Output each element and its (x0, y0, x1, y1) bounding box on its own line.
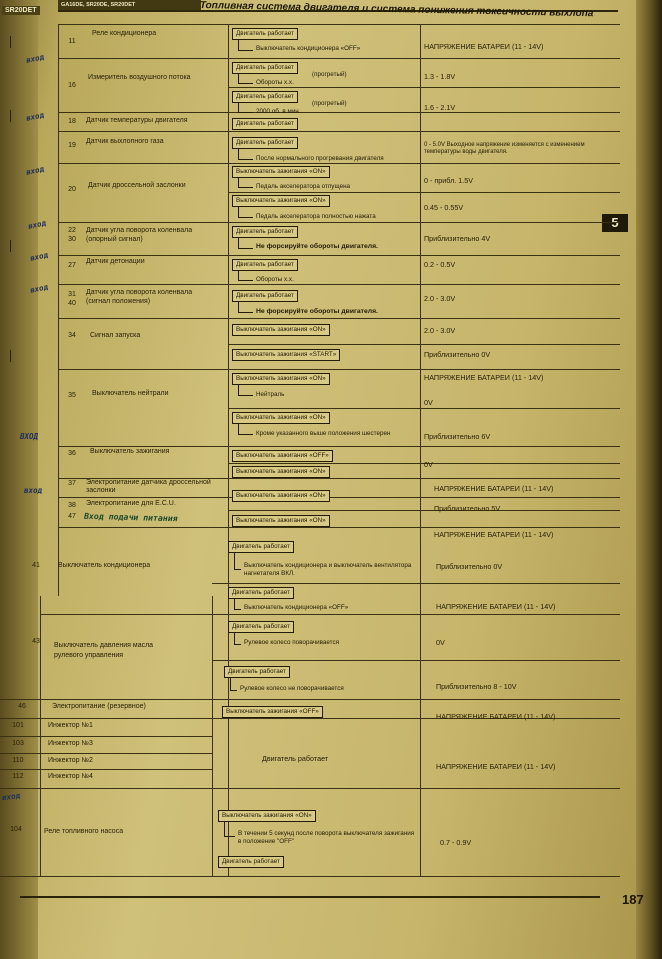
section-tab (602, 214, 628, 232)
condition-box: Выключатель зажигания «OFF» (222, 706, 323, 718)
handwritten-note: вход (29, 250, 49, 263)
condition-box: Двигатель работает (232, 28, 298, 40)
margin-mark (10, 350, 11, 362)
handwritten-note: ВХОД (20, 432, 39, 441)
value: НАПРЯЖЕНИЕ БАТАРЕИ (11 - 14V) (434, 530, 554, 539)
condition-box: Двигатель работает (224, 666, 290, 678)
condition-sub: В течении 5 секунд после поворота выключателя зажигания в положение "OFF" (238, 830, 415, 845)
value: 0.45 - 0.55V (424, 203, 464, 212)
grid-vline-value (420, 24, 421, 876)
pin-number: 36 (68, 450, 76, 457)
grid-hline-inner (212, 583, 620, 584)
pin-number: 38 47 (68, 502, 76, 520)
grid-hline (58, 497, 620, 498)
condition-sub: Обороты х.х. (256, 276, 294, 283)
row-name: Датчик угла поворота коленвала (опорный сигнал) (86, 227, 193, 243)
handwritten-note: вход (25, 164, 45, 177)
condition-box: Двигатель работает (218, 856, 284, 868)
value: Приблизительно 5V (434, 504, 501, 513)
row-name: Датчик выхлопного газа (86, 138, 164, 145)
value: НАПРЯЖЕНИЕ БАТАРЕИ (11 - 14V) (436, 712, 556, 721)
pin-number: 16 (68, 82, 76, 89)
pin-number: 20 (68, 186, 76, 193)
value: 0 - прибл. 1.5V (424, 176, 474, 185)
value: НАПРЯЖЕНИЕ БАТАРЕИ (11 - 14V) (424, 42, 544, 51)
grid-hline-inner (228, 344, 620, 345)
grid-hline (0, 788, 620, 789)
value: Приблизительно 0V (424, 350, 491, 359)
grid-hline-inner (228, 192, 620, 193)
grid-hline (40, 614, 620, 615)
bracket (238, 74, 253, 84)
pin-number: 19 (68, 142, 76, 149)
row-name: Электропитание (резервное) (52, 703, 146, 710)
condition-note: (прогретый) (312, 71, 347, 78)
pin-number: 34 (68, 332, 76, 339)
condition-box: Выключатель зажигания «ON» (232, 373, 330, 385)
bracket (238, 178, 253, 188)
condition-sub: Нейтраль (256, 391, 285, 398)
grid-hline (58, 446, 620, 447)
condition-sub: Обороты х.х. (256, 79, 294, 86)
condition-box: Двигатель работает (228, 621, 294, 633)
pin-number: 112 (12, 773, 24, 780)
bracket (238, 149, 253, 160)
grid-hline (58, 527, 620, 528)
value: 0V (424, 460, 433, 469)
grid-hline-inner (212, 660, 620, 661)
condition-sub: Не форсируйте обороты двигателя. (256, 243, 378, 250)
value: 2.0 - 3.0V (424, 294, 456, 303)
handwritten-note: вход (25, 52, 45, 65)
value: 0V (436, 638, 445, 647)
pin-number: 35 (68, 392, 76, 399)
condition-sub: Педаль акселератора отпущена (256, 183, 351, 190)
grid-hline (0, 753, 212, 754)
bracket (238, 302, 253, 313)
footer-rule (20, 896, 600, 898)
handwritten-note: вход (29, 282, 49, 295)
condition-box: Выключатель зажигания «ON» (232, 324, 330, 336)
pin-number: 104 (10, 826, 22, 833)
grid-hline-inner (228, 87, 620, 88)
condition-box: Двигатель работает (232, 62, 298, 74)
value: 1.3 - 1.8V (424, 72, 456, 81)
handwritten-note: вход (27, 218, 47, 231)
grid-hline (58, 284, 620, 285)
row-name: Электропитание датчика дроссельной заслонки (86, 479, 211, 494)
bracket (238, 207, 253, 218)
condition-sub: Не форсируйте обороты двигателя. (256, 308, 378, 315)
row-name: Датчик детонации (86, 258, 145, 265)
condition-box: Выключатель зажигания «ON» (232, 490, 330, 502)
left-binding-shadow (0, 0, 38, 959)
pin-number: 18 (68, 118, 76, 125)
pin-number: 37 (68, 480, 76, 487)
condition-box: Двигатель работает (232, 137, 298, 149)
handwritten-note: Вход подачи питания (83, 510, 178, 524)
bracket (238, 424, 253, 435)
bracket (224, 822, 235, 837)
value: НАПРЯЖЕНИЕ БАТАРЕИ (11 - 14V) (436, 762, 556, 771)
value: Приблизительно 6V (424, 432, 491, 441)
margin-mark (10, 240, 11, 252)
condition-box: Выключатель зажигания «ON» (232, 412, 330, 424)
grid-hline-inner (228, 510, 620, 511)
condition-box: Двигатель работает (232, 226, 298, 238)
pin-number: 43 (32, 638, 40, 645)
bracket (238, 238, 253, 249)
row-name: Выключатель кондиционера (58, 562, 151, 569)
value: 0.7 - 0.9V (440, 838, 472, 847)
condition-box: Двигатель работает (228, 587, 294, 599)
grid-hline (58, 318, 620, 319)
bracket (230, 678, 237, 691)
grid-hline (58, 255, 620, 256)
right-page-edge (636, 0, 662, 959)
pin-number: 22 30 (68, 227, 76, 243)
condition-box: Двигатель работает (232, 91, 298, 103)
condition-sub: Выключатель кондиционера «OFF» (244, 604, 349, 611)
grid-hline (58, 222, 620, 223)
condition-box: Выключатель зажигания «ON» (232, 166, 330, 178)
grid-hline (58, 58, 620, 59)
handwritten-note: вход (24, 486, 43, 495)
value: НАПРЯЖЕНИЕ БАТАРЕИ (11 - 14V) (436, 602, 556, 611)
bracket (238, 40, 253, 51)
condition-box: Выключатель зажигания «ON» (232, 466, 330, 478)
row-name: Электропитание для E.C.U. (86, 500, 176, 507)
grid-hline (58, 369, 620, 370)
bracket (234, 553, 241, 570)
row-name: Реле топливного насоса (44, 828, 124, 835)
pin-number: 41 (32, 562, 40, 569)
grid-vline-pins (58, 24, 59, 596)
condition-sub: Кроме указанного выше положения шестерен (256, 430, 391, 437)
bracket (238, 103, 253, 113)
pin-number: 11 (68, 38, 76, 45)
row-name: Выключатель нейтрали (92, 390, 169, 397)
condition-box: Выключатель зажигания «ON» (218, 810, 316, 822)
value: Приблизительно 4V (424, 234, 491, 243)
grid-hline (0, 699, 620, 700)
condition-sub: 2000 об. в мин. (256, 108, 301, 115)
pin-number: 110 (12, 757, 24, 764)
bracket (238, 385, 253, 396)
bracket (238, 271, 253, 281)
grid-hline (0, 876, 620, 877)
row-name: Реле кондиционера (92, 30, 157, 37)
page-number: 187 (622, 892, 644, 907)
value: НАПРЯЖЕНИЕ БАТАРЕИ (11 - 14V) (424, 373, 544, 382)
row-name: Датчик дроссельной заслонки (88, 182, 186, 189)
grid-hline-inner (228, 408, 620, 409)
handwritten-note: вход (25, 110, 45, 123)
bracket (234, 599, 241, 610)
pin-number: 46 (18, 703, 26, 710)
condition-box: Двигатель работает (228, 541, 294, 553)
grid-hline (58, 163, 620, 164)
row-name: Инжектор №1 (48, 722, 93, 729)
condition-box: Выключатель зажигания «START» (232, 349, 340, 361)
pin-number: 27 (68, 262, 76, 269)
condition-sub: Рулевое колесо поворачивается (244, 639, 340, 646)
row-name: Выключатель зажигания (90, 448, 170, 455)
value: 1.6 - 2.1V (424, 103, 456, 112)
value: Приблизительно 0V (436, 562, 503, 571)
header-model-tag: SR20DET (2, 6, 40, 15)
condition-sub: Выключатель кондиционера и выключатель вентилятора нагнетателя ВКЛ. (244, 562, 412, 577)
grid-hline (0, 769, 212, 770)
value: 0V (424, 398, 433, 407)
row-name: Измеритель воздушного потока (88, 74, 191, 81)
condition-sub: Выключатель кондиционера «OFF» (256, 45, 361, 52)
condition-box: Выключатель зажигания «ON» (232, 195, 330, 207)
condition-box: Двигатель работает (232, 290, 298, 302)
handwritten-note: вход (1, 790, 21, 803)
condition-sub: После нормального прогревания двигателя (256, 155, 384, 162)
margin-mark (10, 36, 11, 48)
pin-number: 103 (12, 740, 24, 747)
grid-vline-cond-lower (212, 596, 213, 876)
grid-vline-cond (228, 24, 229, 876)
value: НАПРЯЖЕНИЕ БАТАРЕИ (11 - 14V) (434, 484, 554, 493)
margin-mark (10, 110, 11, 122)
value: 0.2 - 0.5V (424, 260, 456, 269)
row-name: Инжектор №4 (48, 773, 93, 780)
pin-number: 31 40 (68, 291, 76, 307)
row-name: Инжектор №2 (48, 757, 93, 764)
condition-box: Двигатель работает (232, 259, 298, 271)
grid-hline (58, 131, 620, 132)
grid-hline (0, 736, 212, 737)
condition-sub: Рулевое колесо не поворачивается (240, 685, 344, 692)
value: Приблизительно 8 - 10V (436, 682, 517, 691)
condition-box: Выключатель зажигания «OFF» (232, 450, 333, 462)
condition-box: Двигатель работает (232, 118, 298, 130)
pin-number: 101 (12, 722, 24, 729)
row-name: Инжектор №3 (48, 740, 93, 747)
grid-hline (58, 112, 620, 113)
row-name: Сигнал запуска (90, 332, 141, 339)
row-name: Датчик температуры двигателя (86, 117, 188, 124)
value: 2.0 - 3.0V (424, 326, 456, 335)
condition-sub: Педаль акселератора полностью нажата (256, 213, 376, 220)
condition-box: Выключатель зажигания «ON» (232, 515, 330, 527)
grid-hline (58, 24, 620, 25)
condition-note: (прогретый) (312, 100, 347, 107)
header-engine-tags: GA16DE, SR20DE, SR20DET (58, 0, 201, 10)
injector-condition: Двигатель работает (262, 754, 329, 763)
page-title: Топливная система двигателя и система понижения токсичности выхлопа (199, 0, 594, 20)
value: 0 - 5.0V Выходное напряжение изменяется с изменением температуры воды двигателя. (424, 142, 585, 155)
row-name: Выключатель давления масла рулевого управления (54, 642, 154, 659)
row-name: Датчик угла поворота коленвала (сигнал положения) (86, 289, 193, 305)
bracket (234, 633, 241, 645)
